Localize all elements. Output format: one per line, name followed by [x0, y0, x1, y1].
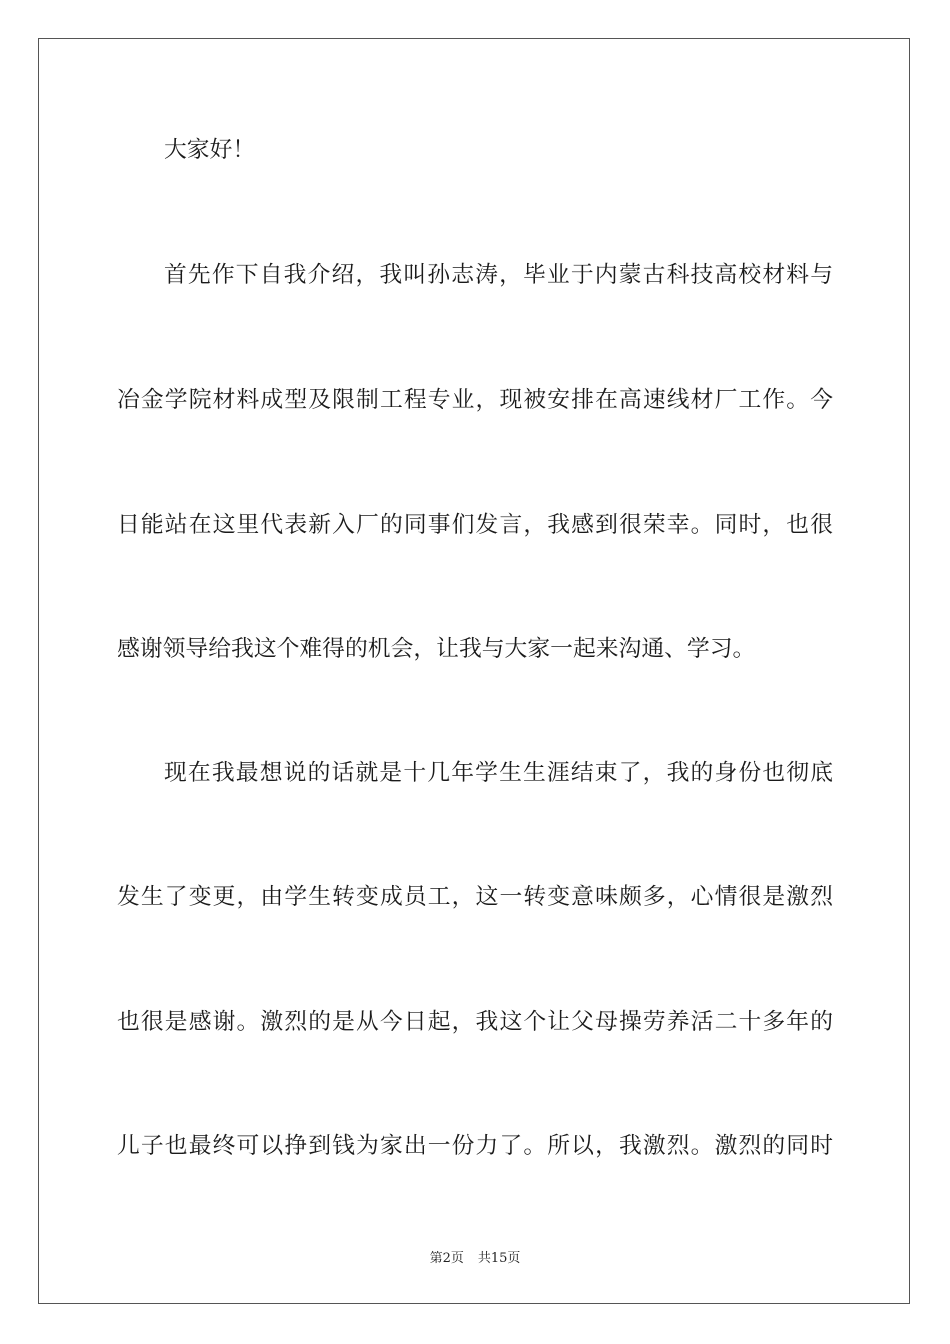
paragraph-1-line-3: 日能站在这里代表新入厂的同事们发言，我感到很荣幸。同时，也很 — [117, 512, 833, 538]
paragraph-2-line-2: 发生了变更，由学生转变成员工，这一转变意味颇多，心情很是激烈 — [117, 884, 833, 910]
paragraph-1-line-2: 冶金学院材料成型及限制工程专业，现被安排在高速线材厂工作。今 — [117, 387, 833, 413]
paragraph-2-line-4: 儿子也最终可以挣到钱为家出一份力了。所以，我激烈。激烈的同时 — [117, 1133, 833, 1159]
page-number: 第2页 — [429, 1251, 464, 1266]
page-frame — [38, 38, 910, 1304]
page-footer — [0, 1247, 950, 1266]
paragraph-2-line-3: 也很是感谢。激烈的是从今日起，我这个让父母操劳养活二十多年的 — [117, 1009, 833, 1035]
paragraph-1-line-4: 感谢领导给我这个难得的机会，让我与大家一起来沟通、学习。 — [117, 636, 756, 662]
page-total: 共15页 — [477, 1251, 521, 1266]
paragraph-2-line-1: 现在我最想说的话就是十几年学生生涯结束了，我的身份也彻底 — [164, 760, 833, 786]
paragraph-1-line-1: 首先作下自我介绍，我叫孙志涛，毕业于内蒙古科技高校材料与 — [164, 262, 833, 288]
greeting-line: 大家好！ — [164, 137, 256, 163]
